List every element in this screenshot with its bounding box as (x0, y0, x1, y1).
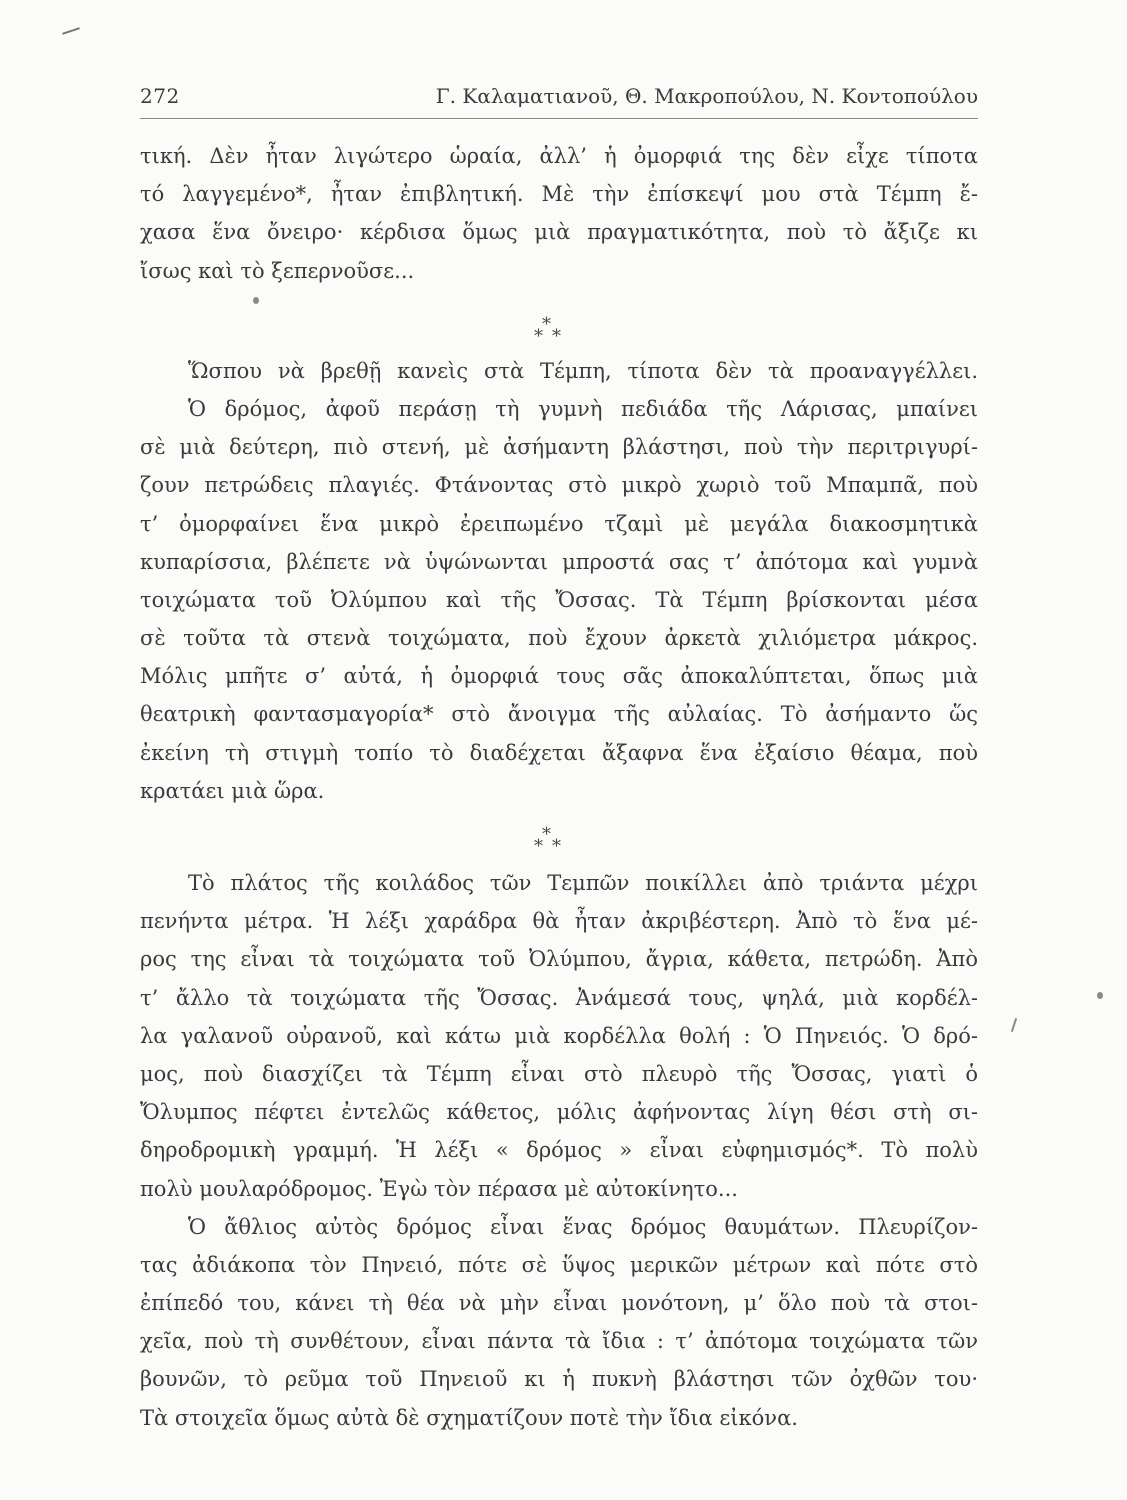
body-text (140, 137, 978, 1437)
text-line: θεατρικὴ φαντασμαγορία* στὸ ἄνοιγμα τῆς αὐλαίας. Τὸ ἀσήμαντο ὥς (140, 702, 978, 727)
ink-speck (253, 297, 259, 304)
asterism-star: * (534, 325, 543, 347)
text-line: πολὺ μουλαρόδρομος. Ἐγὼ τὸν πέρασα μὲ αὐτοκίνητο... (140, 1176, 738, 1201)
text-line: δηροδρομικὴ γραμμή. Ἡ λέξι « δρόμος » εἶναι εὐφημισμός*. Τὸ πολὺ (140, 1138, 978, 1163)
text-line: ρος της εἶναι τὰ τοιχώματα τοῦ Ὀλύμπου, ἄγρια, κάθετα, πετρώδη. Ἀπὸ (140, 947, 978, 972)
text-line: ἐκείνη τὴ στιγμὴ τοπίο τὸ διαδέχεται ἄξαφνα ἕνα ἐξαίσιο θέαμα, ποὺ (140, 740, 978, 765)
text-line: ζουν πετρώδεις πλαγιές. Φτάνοντας στὸ μικρὸ χωριὸ τοῦ Μπαμπᾶ, ποὺ (140, 473, 978, 498)
text-line: Τὰ στοιχεῖα ὅμως αὐτὰ δὲ σχηματίζουν ποτὲ τὴν ἴδια εἰκόνα. (140, 1405, 798, 1430)
text-line: χασα ἕνα ὄνειρο· κέρδισα ὅμως μιὰ πραγματικότητα, ποὺ τὸ ἄξιζε κι (140, 220, 978, 245)
text-line: Ὁ ἄθλιος αὐτὸς δρόμος εἶναι ἕνας δρόμος θαυμάτων. Πλευρίζον- (188, 1214, 978, 1239)
section-asterism (140, 290, 978, 352)
asterism-star: * (552, 325, 561, 347)
text-line: τ’ ἄλλο τὰ τοιχώματα τῆς Ὄσσας. Ἀνάμεσά τους, ψηλά, μιὰ κορδέλ- (140, 985, 978, 1010)
text-line: τοιχώματα τοῦ Ὀλύμπου καὶ τῆς Ὄσσας. Τὰ Τέμπη βρίσκονται μέσα (140, 587, 978, 612)
text-line: ἐπίπεδό του, κάνει τὴ θέα νὰ μὴν εἶναι μονότονη, μ’ ὅλο ποὺ τὰ στοι- (140, 1291, 978, 1316)
text-line: τό λαγγεμένο*, ἦταν ἐπιβλητική. Μὲ τὴν ἐπίσκεψί μου στὰ Τέμπη ἔ- (140, 182, 978, 207)
text-line: λα γαλανοῦ οὐρανοῦ, καὶ κάτω μιὰ κορδέλλα θολή : Ὁ Πηνειός. Ὁ δρό- (140, 1023, 978, 1048)
text-line: σὲ μιὰ δεύτερη, πιὸ στενή, μὲ ἀσήμαντη βλάστησι, ποὺ τὴν περιτριγυρί- (140, 435, 978, 460)
text-line: τ’ ὀμορφαίνει ἕνα μικρὸ ἐρειπωμένο τζαμὶ μὲ μεγάλα διακοσμητικὰ (140, 511, 978, 536)
text-line: χεῖα, ποὺ τὴ συνθέτουν, εἶναι πάντα τὰ ἴδια : τ’ ἀπότομα τοιχώματα τῶν (140, 1329, 978, 1354)
text-line: κυπαρίσσια, βλέπετε νὰ ὑψώνωνται μπροστά σας τ’ ἀπότομα καὶ γυμνὰ (140, 549, 978, 574)
text-line: Ὥσπου νὰ βρεθῇ κανεὶς στὰ Τέμπη, τίποτα δὲν τὰ προαναγγέλλει. (188, 358, 978, 383)
page-header (140, 84, 978, 119)
scan-mark (1011, 1018, 1017, 1032)
text-line: Τὸ πλάτος τῆς κοιλάδος τῶν Τεμπῶν ποικίλλει ἀπὸ τριάντα μέχρι (188, 871, 978, 895)
asterism-star: * (542, 824, 551, 845)
ink-speck (1097, 992, 1103, 999)
text-line: Ὄλυμπος πέφτει ἐντελῶς κάθετος, μόλις ἀφήνοντας λίγη θέσι στὴ σι- (140, 1100, 978, 1125)
asterism-star: * (552, 836, 561, 857)
section-asterism (140, 810, 978, 864)
page-number: 272 (140, 84, 180, 108)
text-line: τας ἀδιάκοπα τὸν Πηνειό, πότε σὲ ὕψος μερικῶν μέτρων καὶ πότε στὸ (140, 1252, 978, 1277)
text-line: σὲ τοῦτα τὰ στενὰ τοιχώματα, ποὺ ἔχουν ἀρκετὰ χιλιόμετρα μάκρος. (140, 626, 978, 651)
scan-mark (62, 27, 80, 34)
asterism-star: * (542, 313, 551, 335)
text-line: Ὁ δρόμος, ἀφοῦ περάσῃ τὴ γυμνὴ πεδιάδα τῆς Λάρισας, μπαίνει (188, 396, 978, 421)
running-head: Γ. Καλαματιανοῦ, Θ. Μακροπούλου, Ν. Κοντοπούλου (435, 84, 978, 108)
text-line: βουνῶν, τὸ ρεῦμα τοῦ Πηνειοῦ κι ἡ πυκνὴ βλάστησι τῶν ὀχθῶν του· (140, 1367, 978, 1392)
text-line: κρατάει μιὰ ὥρα. (140, 778, 325, 803)
text-line: πενήντα μέτρα. Ἡ λέξι χαράδρα θὰ ἦταν ἀκριβέστερη. Ἀπὸ τὸ ἕνα μέ- (140, 909, 978, 934)
text-line: μος, ποὺ διασχίζει τὰ Τέμπη εἶναι στὸ πλευρὸ τῆς Ὄσσας, γιατὶ ὁ (140, 1061, 978, 1086)
text-line: τική. Δὲν ἦταν λιγώτερο ὡραία, ἀλλ’ ἡ ὀμορφιά της δὲν εἶχε τίποτα (140, 144, 978, 168)
asterism-star: * (534, 836, 543, 857)
text-line: ἴσως καὶ τὸ ξεπερνοῦσε... (140, 258, 415, 283)
text-line: Μόλις μπῆτε σ’ αὐτά, ἡ ὀμορφιά τους σᾶς ἀποκαλύπτεται, ὅπως μιὰ (140, 664, 978, 689)
